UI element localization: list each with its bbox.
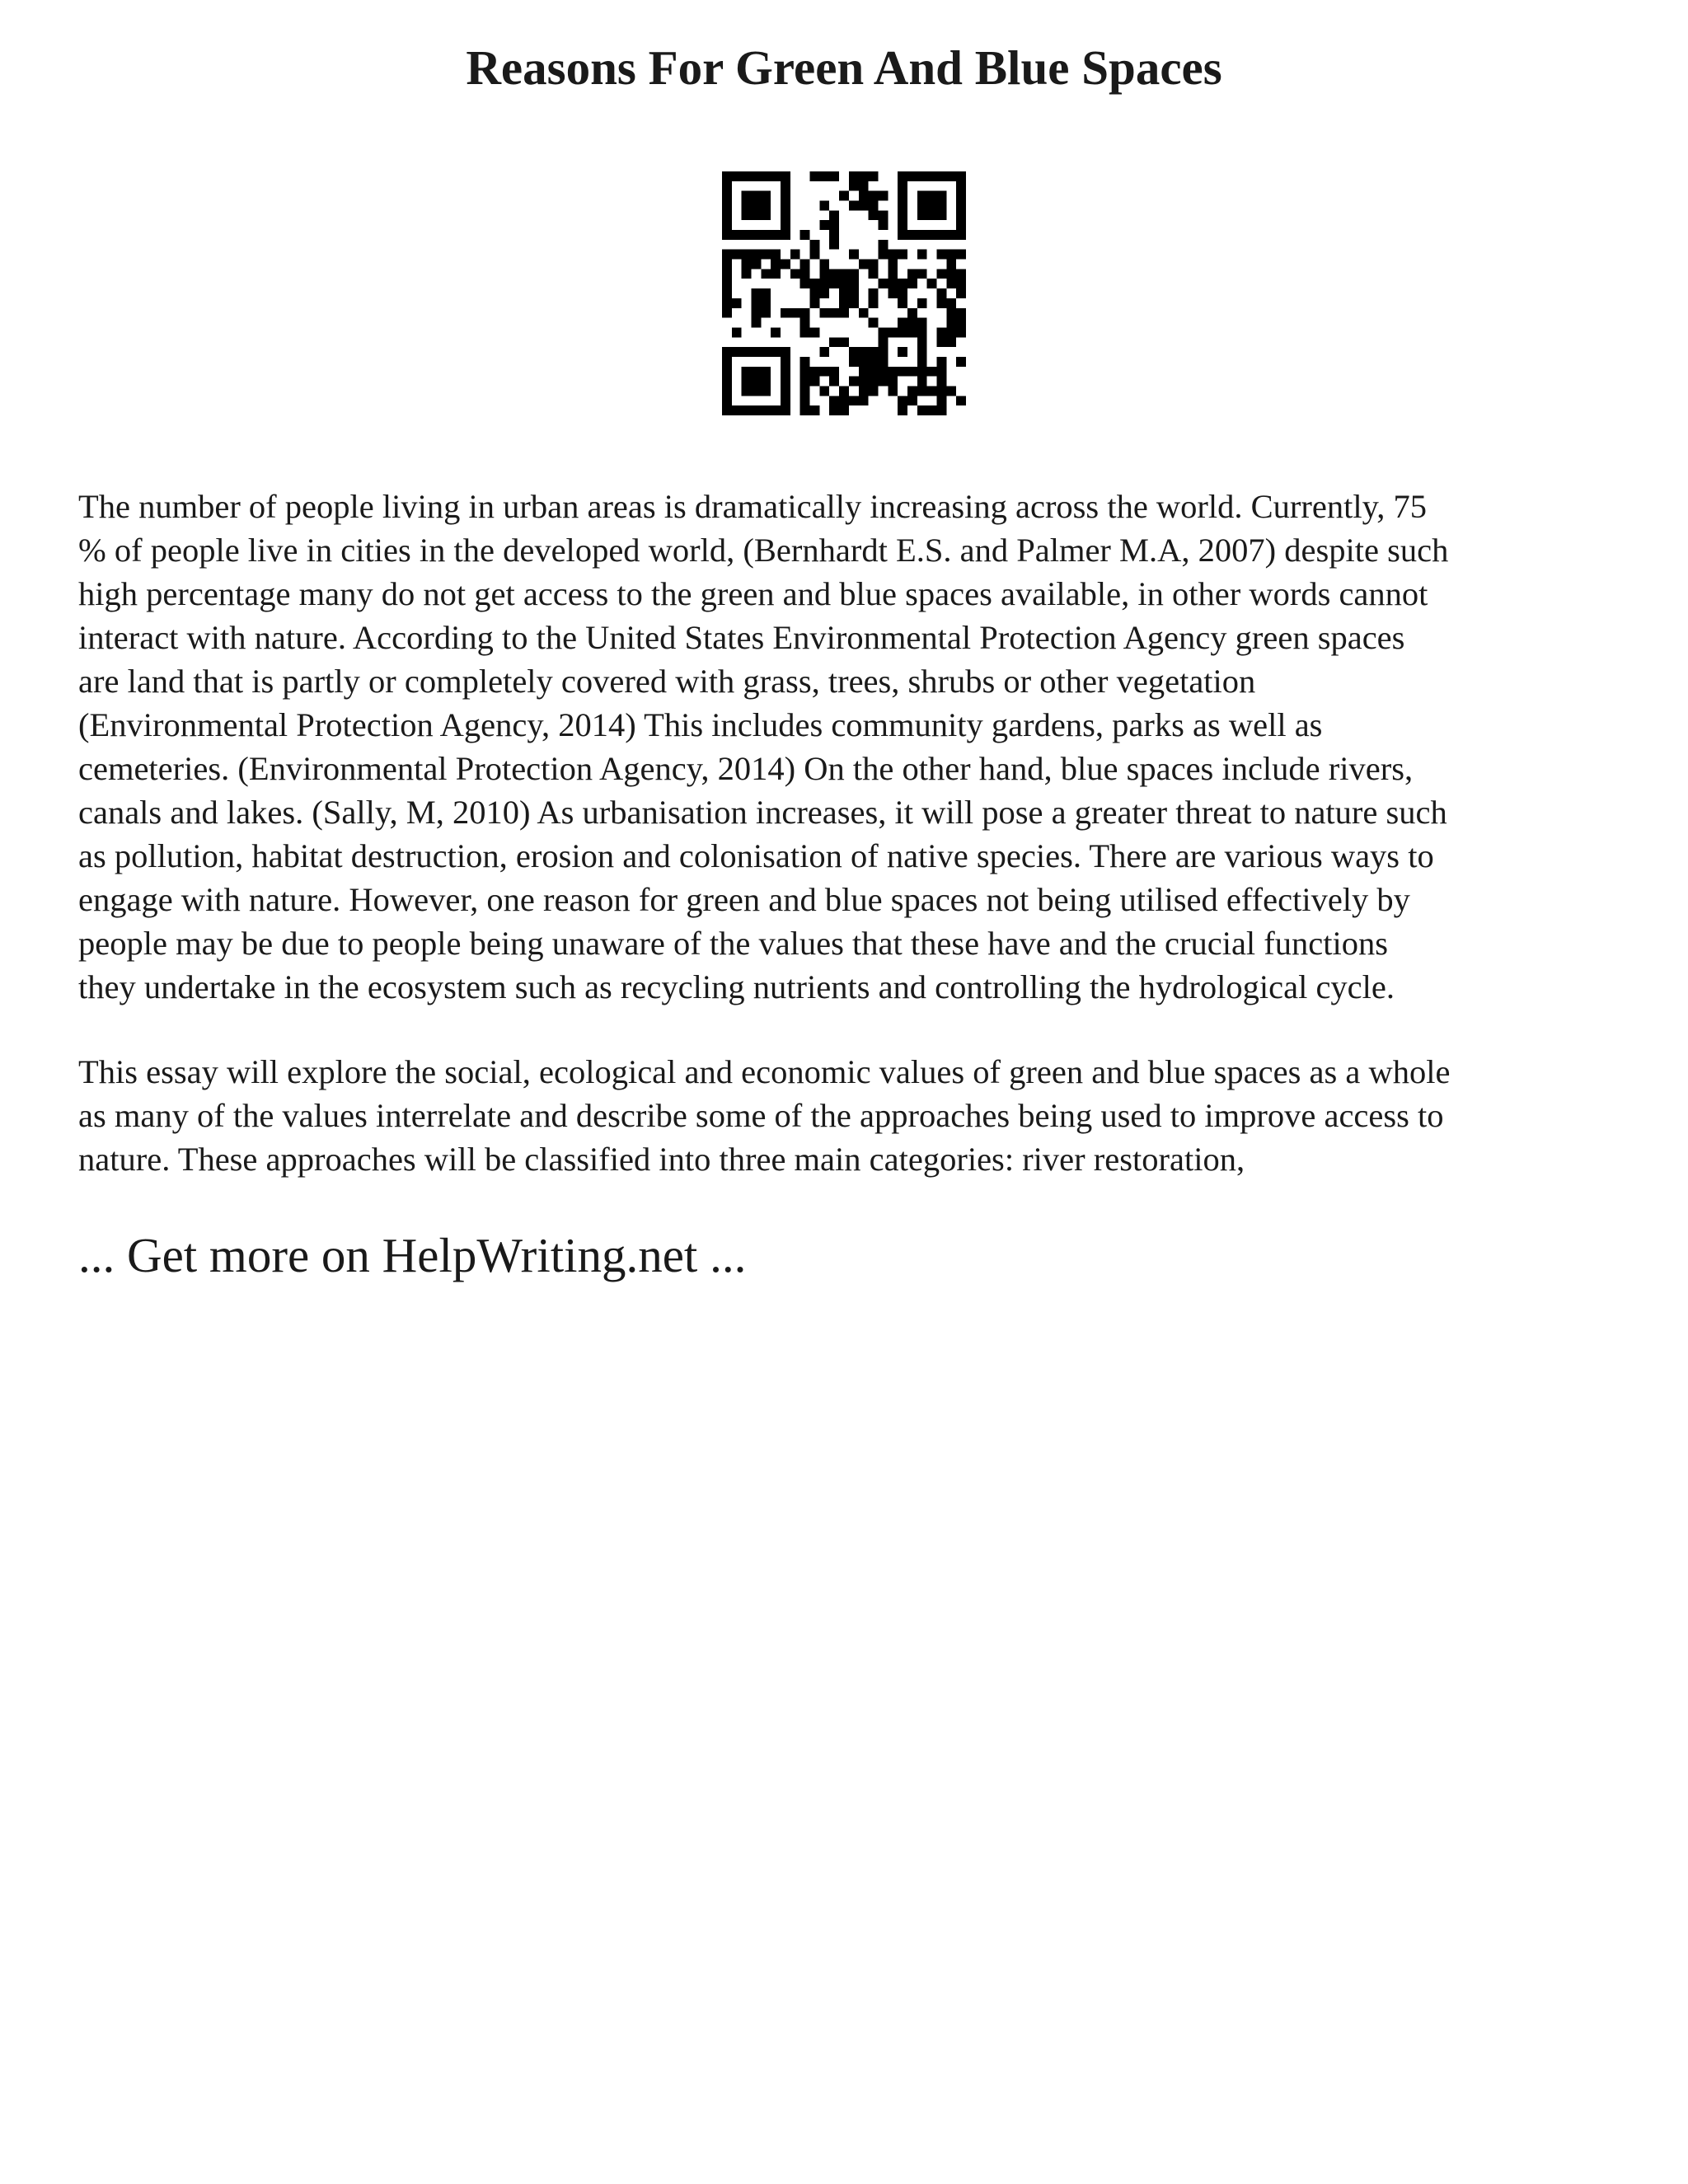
text-line: as pollution, habitat destruction, erosion and colonisation of native species. There are various ways to bbox=[78, 837, 1434, 874]
text-line: (Environmental Protection Agency, 2014) This includes community gardens, parks as well as bbox=[78, 706, 1323, 743]
text-line: canals and lakes. (Sally, M, 2010) As urbanisation increases, it will pose a greater threat to nature such bbox=[78, 794, 1447, 831]
text-line: as many of the values interrelate and describe some of the approaches being used to improve access to bbox=[78, 1097, 1444, 1134]
text-line: This essay will explore the social, ecological and economic values of green and blue spaces as a whole bbox=[78, 1053, 1451, 1090]
text-line: interact with nature. According to the United States Environmental Protection Agency green spaces bbox=[78, 619, 1405, 656]
text-line: high percentage many do not get access to the green and blue spaces available, in other words cannot bbox=[78, 575, 1428, 612]
paragraph-1 bbox=[78, 485, 1628, 1009]
get-more-link[interactable]: ... Get more on HelpWriting.net ... bbox=[78, 1228, 747, 1282]
qr-code-icon[interactable] bbox=[722, 171, 966, 415]
text-line: people may be due to people being unaware of the values that these have and the crucial functions bbox=[78, 925, 1389, 962]
text-line: cemeteries. (Environmental Protection Agency, 2014) On the other hand, blue spaces include rivers, bbox=[78, 750, 1414, 787]
text-line: nature. These approaches will be classified into three main categories: river restoration, bbox=[78, 1141, 1245, 1178]
paragraph-2 bbox=[78, 1050, 1628, 1181]
text-line: are land that is partly or completely covered with grass, trees, shrubs or other vegetation bbox=[78, 663, 1256, 700]
text-line: they undertake in the ecosystem such as recycling nutrients and controlling the hydrological cycle. bbox=[78, 968, 1395, 1005]
page-title: Reasons For Green And Blue Spaces bbox=[466, 40, 1222, 95]
text-line: % of people live in cities in the developed world, (Bernhardt E.S. and Palmer M.A, 2007) despite such bbox=[78, 532, 1449, 569]
text-line: engage with nature. However, one reason for green and blue spaces not being utilised effectively by bbox=[78, 881, 1410, 918]
text-line: The number of people living in urban areas is dramatically increasing across the world. Currently, 75 bbox=[78, 488, 1427, 525]
